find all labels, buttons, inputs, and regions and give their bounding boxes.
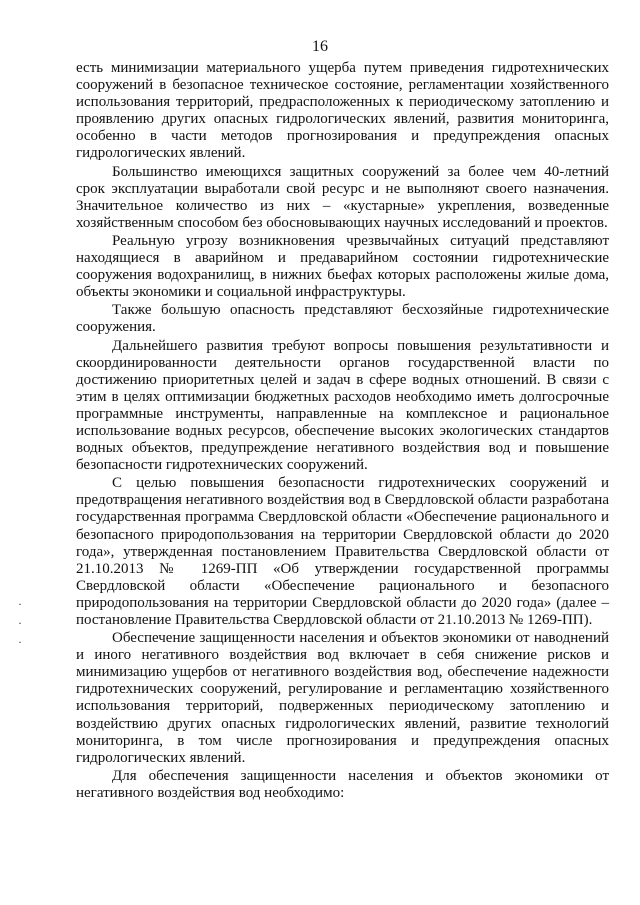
document-body xyxy=(76,60,609,802)
paragraph-continuation: есть минимизации материального ущерба путем приведения гидротехнических сооружений в безопасное техническое состояние, регламентации хозяйственного использования территорий, предрасположенных к периодическому затоплению и проявлению других опасных гидрологических явлений, развития мониторинга, особенно в части методов прогнозирования и предупреждения опасных гидрологических явлений. xyxy=(76,60,609,162)
paragraph-further-development: Дальнейшего развития требуют вопросы повышения результативности и скоординированности деятельности органов государственной власти по достижению приоритетных целей и задач в сфере водных отношений. В связи с этим в целях оптимизации бюджетных расходов необходимо иметь долгосрочные программные инструменты, направленные на комплексное и рациональное использование водных ресурсов, обеспечение высоких экологических стандартов водных объектов, предупреждение негативного воздействия вод и повышение безопасности гидротехнических сооружений. xyxy=(76,337,609,474)
paragraph-necessary-actions: Для обеспечения защищенности населения и объектов экономики от негативного воздействия вод необходимо: xyxy=(76,767,609,801)
margin-scan-marks xyxy=(18,595,22,652)
page-number: 16 xyxy=(312,38,328,55)
paragraph-emergency-threat: Реальную угрозу возникновения чрезвычайных ситуаций представляют находящиеся в аварийном и предаварийном состоянии гидротехнические сооружения водохранилищ, в нижних бьефах которых расположены жилые дома, объекты экономики и социальной инфраструктуры. xyxy=(76,232,609,301)
scan-mark: · xyxy=(18,635,22,649)
scan-mark: · xyxy=(18,597,22,611)
paragraph-ownerless-structures: Также большую опасность представляют бесхозяйные гидротехнические сооружения. xyxy=(76,302,609,336)
paragraph-protective-structures: Большинство имеющихся защитных сооружений за более чем 40-летний срок эксплуатации выработали свой ресурс и не выполняют своего назначения. Значительное количество из них – «кустарные» укрепления, возведенные хозяйственным способом без обосновывающих научных исследований и проектов. xyxy=(76,163,609,231)
paragraph-protection-measures: Обеспечение защищенности населения и объектов экономики от наводнений и иного негативного воздействия вод включает в себя снижение рисков и минимизацию ущербов от негативного воздействия вод, обеспечение надежности гидротехнических сооружений, регулирование и регламентацию хозяйственного использования территорий, подверженных периодическому затоплению и воздействию других опасных гидрологических явлений, развитие технологий мониторинга, в том числе прогнозирования и предупреждения опасных гидрологических явлений. xyxy=(76,630,609,766)
paragraph-state-program: С целью повышения безопасности гидротехнических сооружений и предотвращения негативного воздействия вод в Свердловской области разработана государственная программа Свердловской области «Обеспечение рационального и безопасного природопользования на территории Свердловской области до 2020 года», утвержденная постановлением Правительства Свердловской области от 21.10.2013 № 1269-ПП «Об утверждении государственной программы Свердловской области «Обеспечение рационального и безопасного природопользования на территории Свердловской области до 2020 года» (далее – постановление Правительства Свердловской области от 21.10.2013 № 1269-ПП). xyxy=(76,475,609,628)
scan-mark: · xyxy=(18,616,22,630)
